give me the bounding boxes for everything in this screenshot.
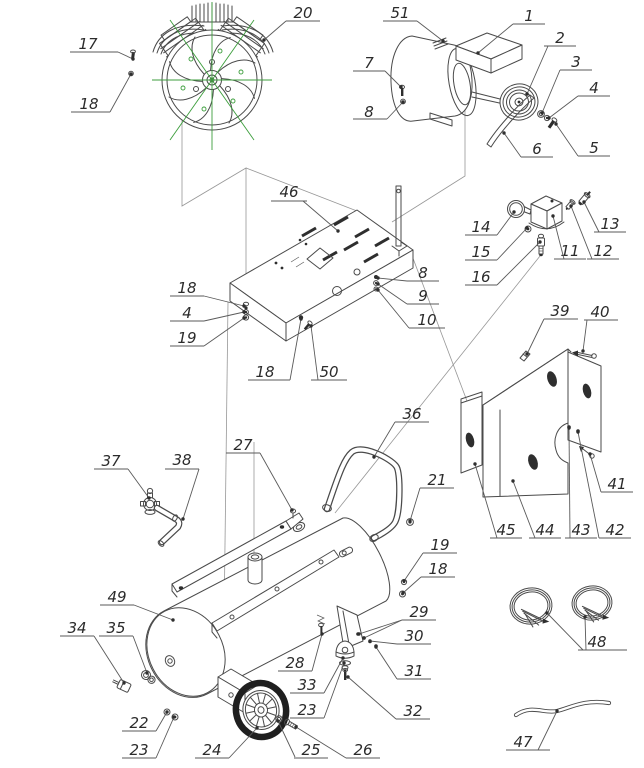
callout-30: [368, 627, 431, 645]
part-number: 27: [233, 436, 253, 454]
part-number: 16: [471, 268, 491, 286]
part-number: 31: [404, 662, 424, 680]
part-number: 18: [79, 95, 99, 113]
callout-37: [94, 452, 151, 500]
gauge-14: [508, 201, 532, 218]
part-number: 19: [177, 329, 197, 347]
callout-39: [525, 302, 578, 356]
callout-27: [226, 436, 294, 512]
part-number: 18: [428, 560, 448, 578]
part-number: 18: [177, 279, 197, 297]
part-number: 41: [607, 475, 627, 493]
callout-35: [99, 619, 149, 675]
part-number: 24: [202, 741, 222, 759]
elbow-pipe-38: [157, 508, 179, 547]
callout-50: [309, 324, 347, 381]
part-number: 20: [293, 4, 313, 22]
spacer-cylinder: [248, 553, 262, 584]
part-number: 47: [513, 733, 533, 751]
tank-assembly: [111, 450, 413, 742]
callout-6: [502, 131, 553, 158]
pulley-2: [496, 80, 542, 124]
callout-21: [408, 471, 454, 523]
part-number: 13: [600, 215, 620, 233]
callout-22: [122, 710, 169, 732]
callout-40: [581, 303, 618, 353]
belt-guard: [461, 349, 601, 497]
callout-32: [346, 675, 430, 720]
callout-18: [71, 72, 133, 113]
pressure-switch-group: [508, 190, 593, 257]
part-number: 25: [301, 741, 321, 759]
part-number: 3: [571, 53, 581, 71]
mounting-plate-46: [230, 186, 413, 341]
part-number: 46: [279, 183, 299, 201]
clip-39: [520, 351, 530, 361]
part-number: 40: [590, 303, 610, 321]
part-number: 4: [589, 79, 599, 97]
callout-31: [374, 645, 431, 680]
part-number: 43: [571, 521, 591, 539]
part-number: 28: [285, 654, 305, 672]
part-number: 39: [550, 302, 570, 320]
part-number: 7: [364, 54, 374, 72]
callout-20: [262, 4, 320, 42]
part-number: 5: [589, 139, 599, 157]
hose-47: [516, 702, 609, 715]
part-number: 29: [409, 603, 429, 621]
part-number: 8: [418, 264, 428, 282]
part-number: 12: [593, 242, 613, 260]
part-number: 11: [560, 242, 580, 260]
check-valve-16: [538, 234, 545, 256]
part-number: 2: [555, 29, 565, 47]
callout-14: [465, 210, 516, 236]
pump-assembly: [129, 2, 273, 150]
guard-front-panel-45: [461, 392, 482, 473]
hose-coils-48: [508, 583, 615, 629]
callout-38: [165, 451, 199, 521]
callout-5: [554, 122, 610, 157]
part-number: 34: [67, 619, 87, 637]
part-number: 45: [496, 521, 516, 539]
part-number: 49: [107, 588, 127, 606]
part-number: 51: [390, 4, 410, 22]
callout-49: [100, 588, 175, 622]
part-number: 32: [403, 702, 423, 720]
part-number: 26: [353, 741, 373, 759]
part-number: 8: [364, 103, 374, 121]
part-number: 15: [471, 243, 491, 261]
part-number: 23: [297, 701, 317, 719]
callout-48: [545, 611, 627, 651]
guard-main-panel-44: [483, 349, 571, 497]
callout-4: [170, 304, 246, 322]
motor-assembly: [391, 33, 558, 147]
part-number: 22: [129, 714, 149, 732]
callout-2: [525, 29, 576, 96]
callout-13: [582, 200, 626, 233]
part-number: 33: [297, 676, 317, 694]
part-number: 17: [78, 35, 98, 53]
callout-18: [401, 560, 455, 595]
part-number: 4: [182, 304, 192, 322]
part-number: 10: [417, 311, 437, 329]
motor-shaft: [472, 92, 504, 104]
part-number: 6: [532, 140, 542, 158]
part-number: 9: [418, 287, 428, 305]
part-number: 14: [471, 218, 491, 236]
part-number: 21: [427, 471, 447, 489]
part-number: 50: [319, 363, 339, 381]
part-number: 23: [129, 741, 149, 759]
callout-10: [376, 288, 445, 329]
guard-back-panel-43: [568, 352, 601, 452]
part-number: 1: [524, 7, 534, 25]
part-number: 44: [535, 521, 555, 539]
callout-46: [271, 183, 340, 233]
part-number: 30: [404, 627, 424, 645]
part-number: 19: [430, 536, 450, 554]
callout-36: [372, 405, 429, 459]
part-number: 48: [587, 633, 607, 651]
part-number: 37: [101, 452, 121, 470]
part-number: 36: [402, 405, 422, 423]
callout-17: [70, 35, 135, 61]
callout-41: [588, 452, 633, 493]
rubber-foot-33: [336, 641, 354, 680]
part-number: 18: [255, 363, 275, 381]
part-number: 38: [172, 451, 192, 469]
part-number: 42: [605, 521, 625, 539]
part-number: 35: [106, 619, 126, 637]
callout-47: [506, 709, 559, 751]
pressure-switch-11: [529, 196, 564, 229]
callout-4: [547, 79, 610, 120]
